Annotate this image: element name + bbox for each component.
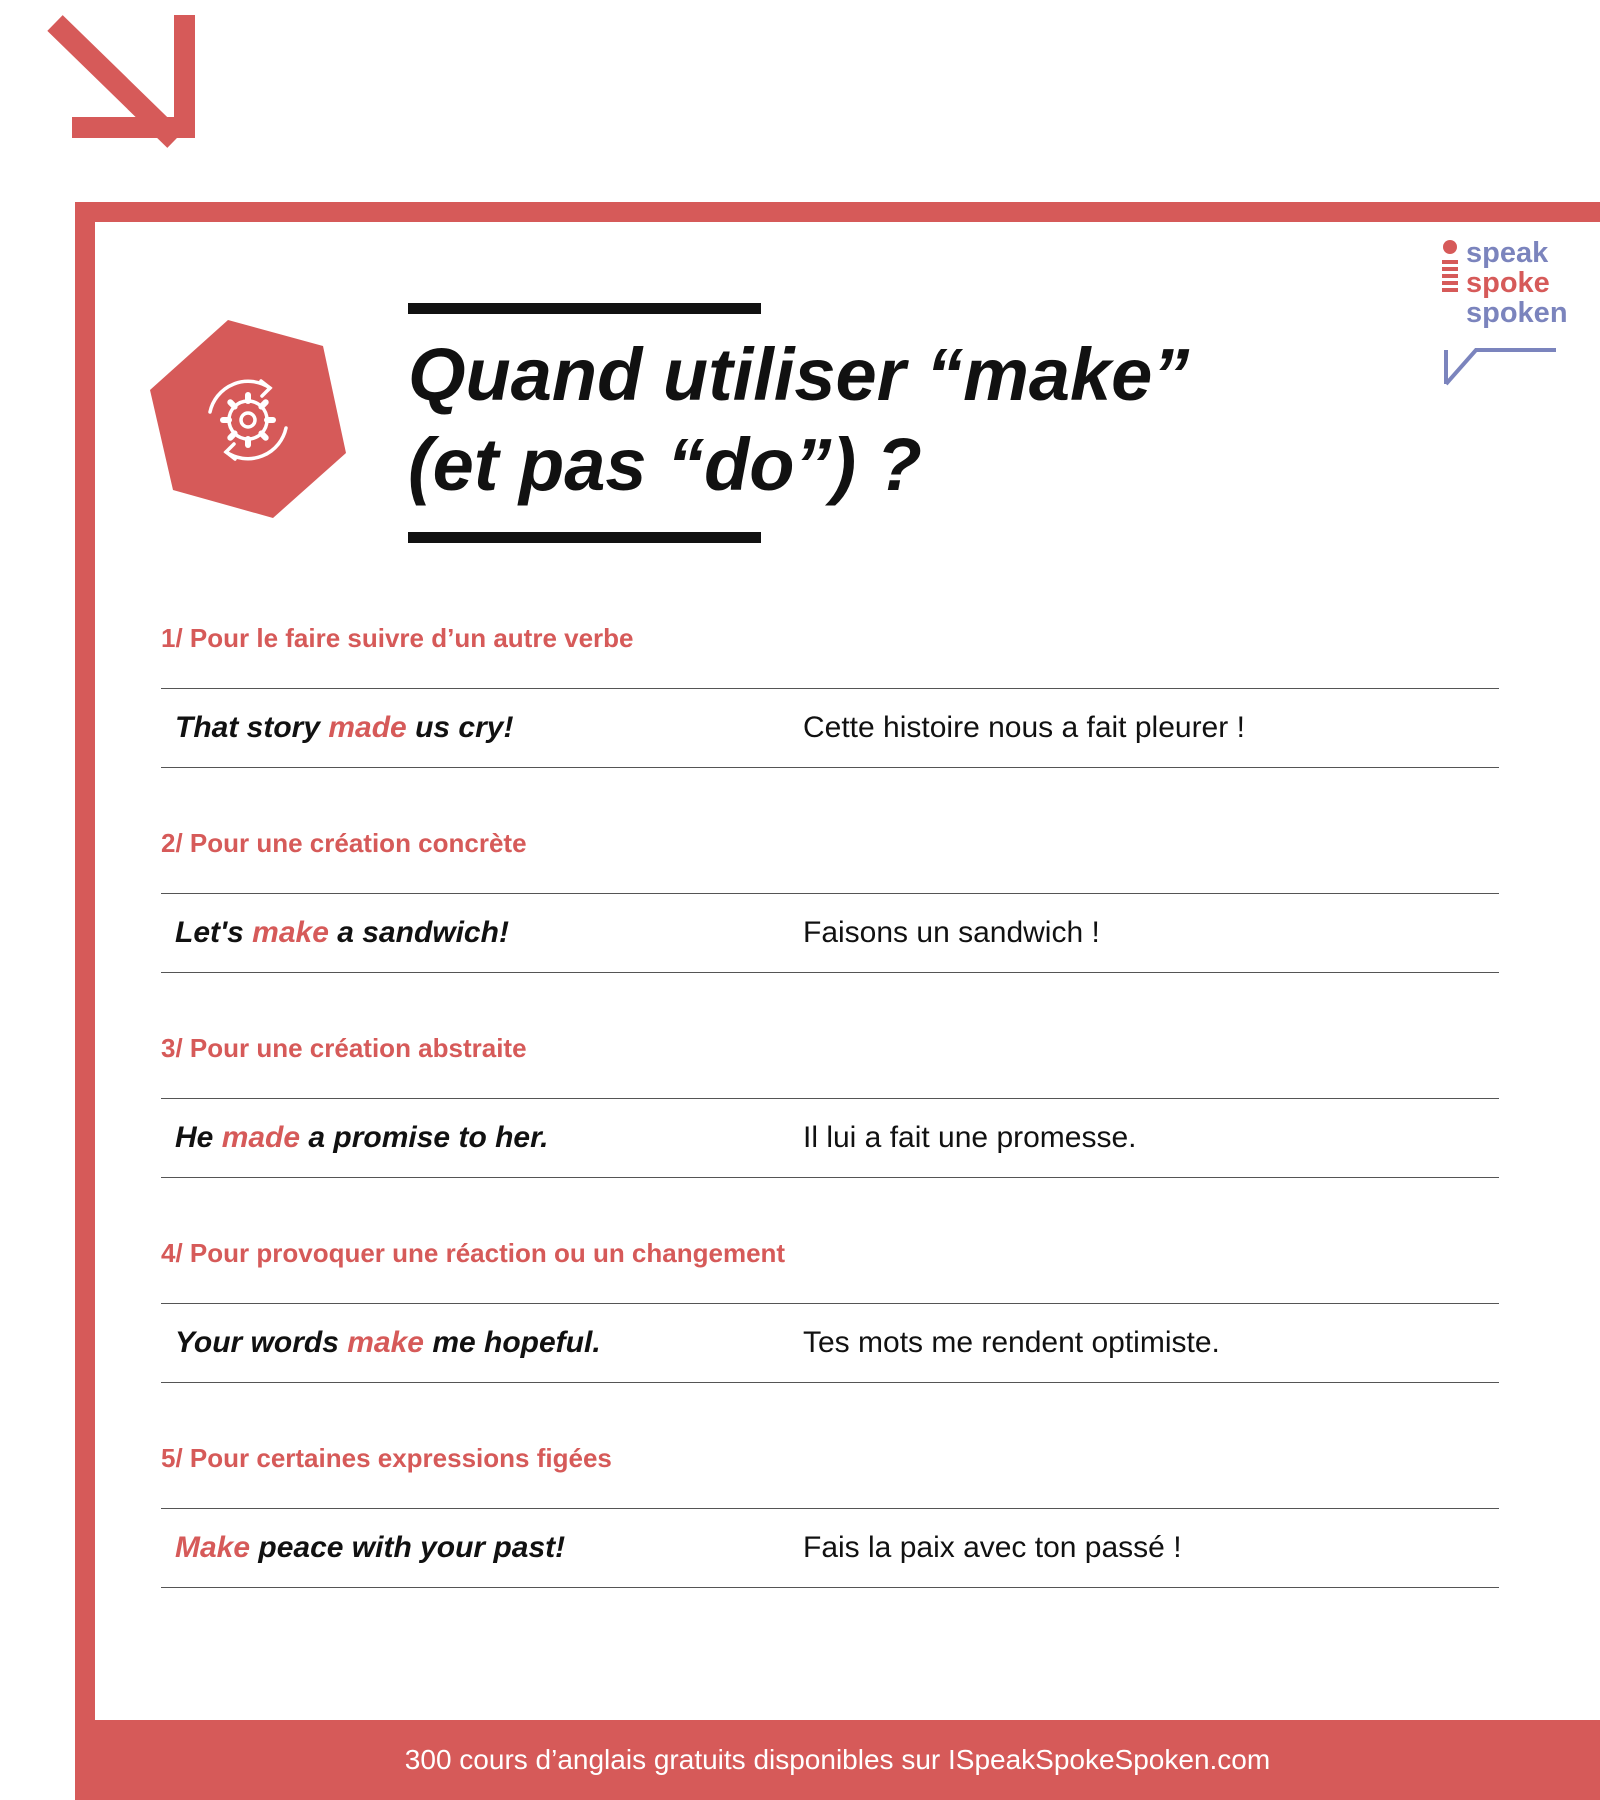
section-2-heading: 2/ Pour une création concrète <box>161 828 527 858</box>
example-translation-5: Fais la paix avec ton passé ! <box>803 1531 1182 1564</box>
title-bottom-rule <box>408 532 761 543</box>
example-verb: made <box>221 1121 301 1154</box>
example-text: us cry! <box>406 711 514 744</box>
section-1-heading: 1/ Pour le faire suivre d’un autre verbe <box>161 623 634 653</box>
page-title-line1: Quand utiliser “make” <box>408 333 1190 416</box>
example-row-5 <box>161 1508 1499 1588</box>
example-translation-2: Faisons un sandwich ! <box>803 916 1100 949</box>
example-text: That story <box>175 711 329 744</box>
example-text: Your words <box>175 1326 348 1359</box>
example-verb: made <box>328 711 407 744</box>
example-text: a promise to her. <box>300 1121 549 1154</box>
example-text: a sandwich! <box>328 916 509 949</box>
footer-text: 300 cours d’anglais gratuits disponibles sur ISpeakSpokeSpoken.com <box>404 1744 1271 1775</box>
page-title <box>408 330 1408 510</box>
example-row-3 <box>161 1098 1499 1178</box>
example-english-2 <box>175 894 509 972</box>
example-verb: Make <box>175 1531 251 1564</box>
example-row-1 <box>161 688 1499 768</box>
example-text: me hopeful. <box>423 1326 601 1359</box>
section-3-heading: 3/ Pour une création abstraite <box>161 1033 527 1063</box>
example-english-1 <box>175 689 513 767</box>
page-title-line2: (et pas “do”) ? <box>408 423 922 506</box>
section-5-heading: 5/ Pour certaines expressions figées <box>161 1443 612 1473</box>
example-english-4 <box>175 1304 601 1382</box>
example-verb: make <box>252 916 329 949</box>
title-top-rule <box>408 303 761 314</box>
arrow-down-right-icon <box>45 15 200 160</box>
logo-word-speak: speak <box>1466 237 1549 269</box>
example-english-5 <box>175 1509 565 1587</box>
logo-word-spoke: spoke <box>1466 267 1550 299</box>
example-row-2 <box>161 893 1499 973</box>
example-translation-3: Il lui a fait une promesse. <box>803 1121 1137 1154</box>
logo-word-spoken: spoken <box>1466 297 1568 329</box>
example-translation-4: Tes mots me rendent optimiste. <box>803 1326 1220 1359</box>
brand-logo <box>1432 237 1568 388</box>
example-translation-1: Cette histoire nous a fait pleurer ! <box>803 711 1245 744</box>
example-text: Let's <box>175 916 253 949</box>
example-row-4 <box>161 1303 1499 1383</box>
example-verb: make <box>347 1326 424 1359</box>
example-text: He <box>175 1121 222 1154</box>
example-english-3 <box>175 1099 548 1177</box>
cycle-gear-icon <box>148 318 348 520</box>
example-text: peace with your past! <box>250 1531 566 1564</box>
section-4-heading: 4/ Pour provoquer une réaction ou un changement <box>161 1238 786 1268</box>
